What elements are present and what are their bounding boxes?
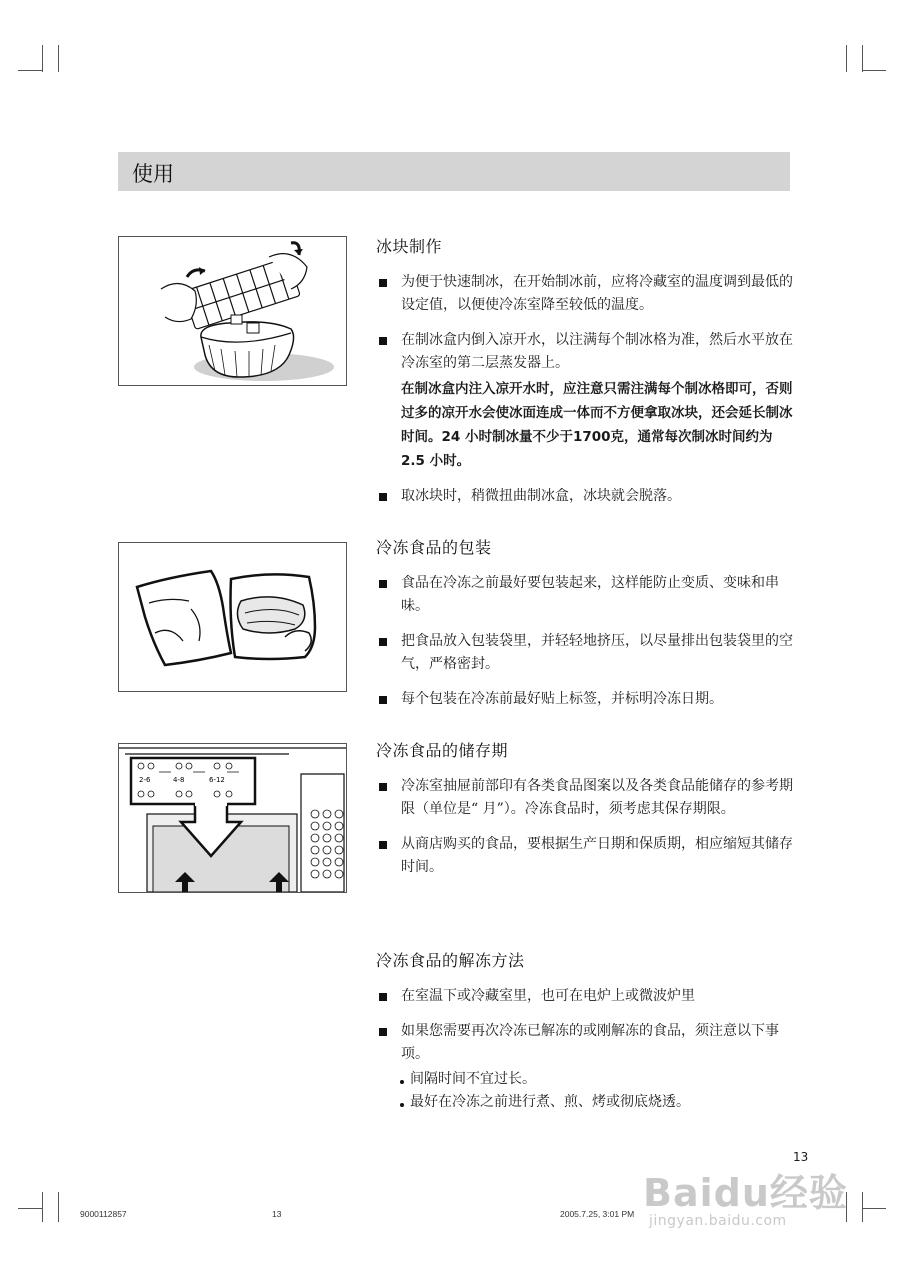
section-heading: 冷冻食品的解冻方法	[376, 951, 525, 970]
list-item: 把食品放入包装袋里，并轻轻地挤压，以尽量排出包装袋里的空气，严格密封。	[376, 630, 794, 676]
section-heading: 冷冻食品的储存期	[376, 741, 509, 760]
footer-page: 13	[272, 1209, 282, 1219]
list-item: 食品在冷冻之前最好要包装起来，这样能防止变质、变味和串味。	[376, 572, 794, 618]
crop-mark	[58, 1192, 59, 1222]
page-title: 使用	[132, 162, 174, 186]
crop-mark	[862, 45, 863, 72]
page-number: 13	[793, 1150, 809, 1164]
watermark-brand: Baidu经验	[643, 1171, 848, 1215]
list-item: 为便于快速制冰，在开始制冰前，应将冷藏室的温度调到最低的设定值，以便使冷冻室降至较低的温度。	[376, 271, 794, 317]
crop-mark	[58, 45, 59, 72]
list-item: 取冰块时，稍微扭曲制冰盒，冰块就会脱落。	[376, 485, 794, 508]
square-bullet-icon	[379, 1028, 387, 1036]
section-storage-period	[376, 738, 794, 891]
section-thawing	[376, 948, 794, 1114]
freezer-drawer-illustration	[118, 743, 347, 893]
dot-bullet-icon	[400, 1080, 404, 1084]
section-header-bar	[118, 152, 790, 191]
ice-tray-illustration	[118, 236, 347, 386]
watermark-url: jingyan.baidu.com	[649, 1213, 787, 1229]
crop-mark	[862, 1192, 863, 1222]
crop-mark	[42, 1192, 43, 1222]
dot-bullet-icon	[400, 1103, 404, 1107]
storage-label-2: 4-8	[173, 776, 185, 784]
square-bullet-icon	[379, 841, 387, 849]
list-item: 在制冰盒内倒入凉开水，以注满每个制冰格为准，然后水平放在冷冻室的第二层蒸发器上。 在制冰盒内注入凉开水时，应注意只需注满每个制冰格即可，否则过多的凉开水会使冰面连成一体而不方便拿取冰块，还会延长制冰时间。24 小时制冰量不少于1700克，通常每次制冰时间约为 2.5 小时。	[376, 329, 794, 473]
square-bullet-icon	[379, 638, 387, 646]
watermark	[643, 1162, 848, 1229]
crop-mark	[862, 70, 886, 71]
storage-label-1: 2-6	[139, 776, 151, 784]
section-packaging	[376, 535, 794, 723]
footer-timestamp: 2005.7.25, 3:01 PM	[560, 1209, 635, 1219]
item-note: 在制冰盒内注入凉开水时，应注意只需注满每个制冰格即可，否则过多的凉开水会使冰面连成一体而不方便拿取冰块，还会延长制冰时间。24 小时制冰量不少于1700克，通常每次制冰时间约为 2.5 小时。	[401, 381, 793, 469]
crop-mark	[862, 1208, 886, 1209]
crop-mark	[42, 45, 43, 72]
food-package-illustration	[118, 542, 347, 692]
section-heading: 冷冻食品的包装	[376, 538, 492, 557]
list-item: 每个包装在冷冻前最好贴上标签，并标明冷冻日期。	[376, 688, 794, 711]
list-item: 冷冻室抽屉前部印有各类食品图案以及各类食品能储存的参考期限（单位是“ 月”）。冷冻食品时，须考虑其保存期限。	[376, 775, 794, 821]
list-item: 如果您需要再次冷冻已解冻的或刚解冻的食品，须注意以下事项。	[376, 1020, 794, 1066]
crop-mark	[18, 70, 42, 71]
square-bullet-icon	[379, 493, 387, 501]
square-bullet-icon	[379, 279, 387, 287]
square-bullet-icon	[379, 783, 387, 791]
sub-item: 最好在冷冻之前进行煮、煎、烤或彻底烧透。	[400, 1091, 794, 1114]
square-bullet-icon	[379, 337, 387, 345]
storage-label-3: 6-12	[209, 776, 225, 784]
footer-doc-code: 9000112857	[80, 1209, 127, 1219]
square-bullet-icon	[379, 580, 387, 588]
section-heading: 冰块制作	[376, 237, 443, 256]
crop-mark	[18, 1208, 42, 1209]
crop-mark	[846, 45, 847, 72]
square-bullet-icon	[379, 993, 387, 1001]
sub-item: 间隔时间不宜过长。	[400, 1068, 794, 1091]
list-item: 从商店购买的食品，要根据生产日期和保质期，相应缩短其储存时间。	[376, 833, 794, 879]
section-ice-making	[376, 234, 794, 520]
list-item: 在室温下或冷藏室里，也可在电炉上或微波炉里	[376, 985, 794, 1008]
square-bullet-icon	[379, 696, 387, 704]
